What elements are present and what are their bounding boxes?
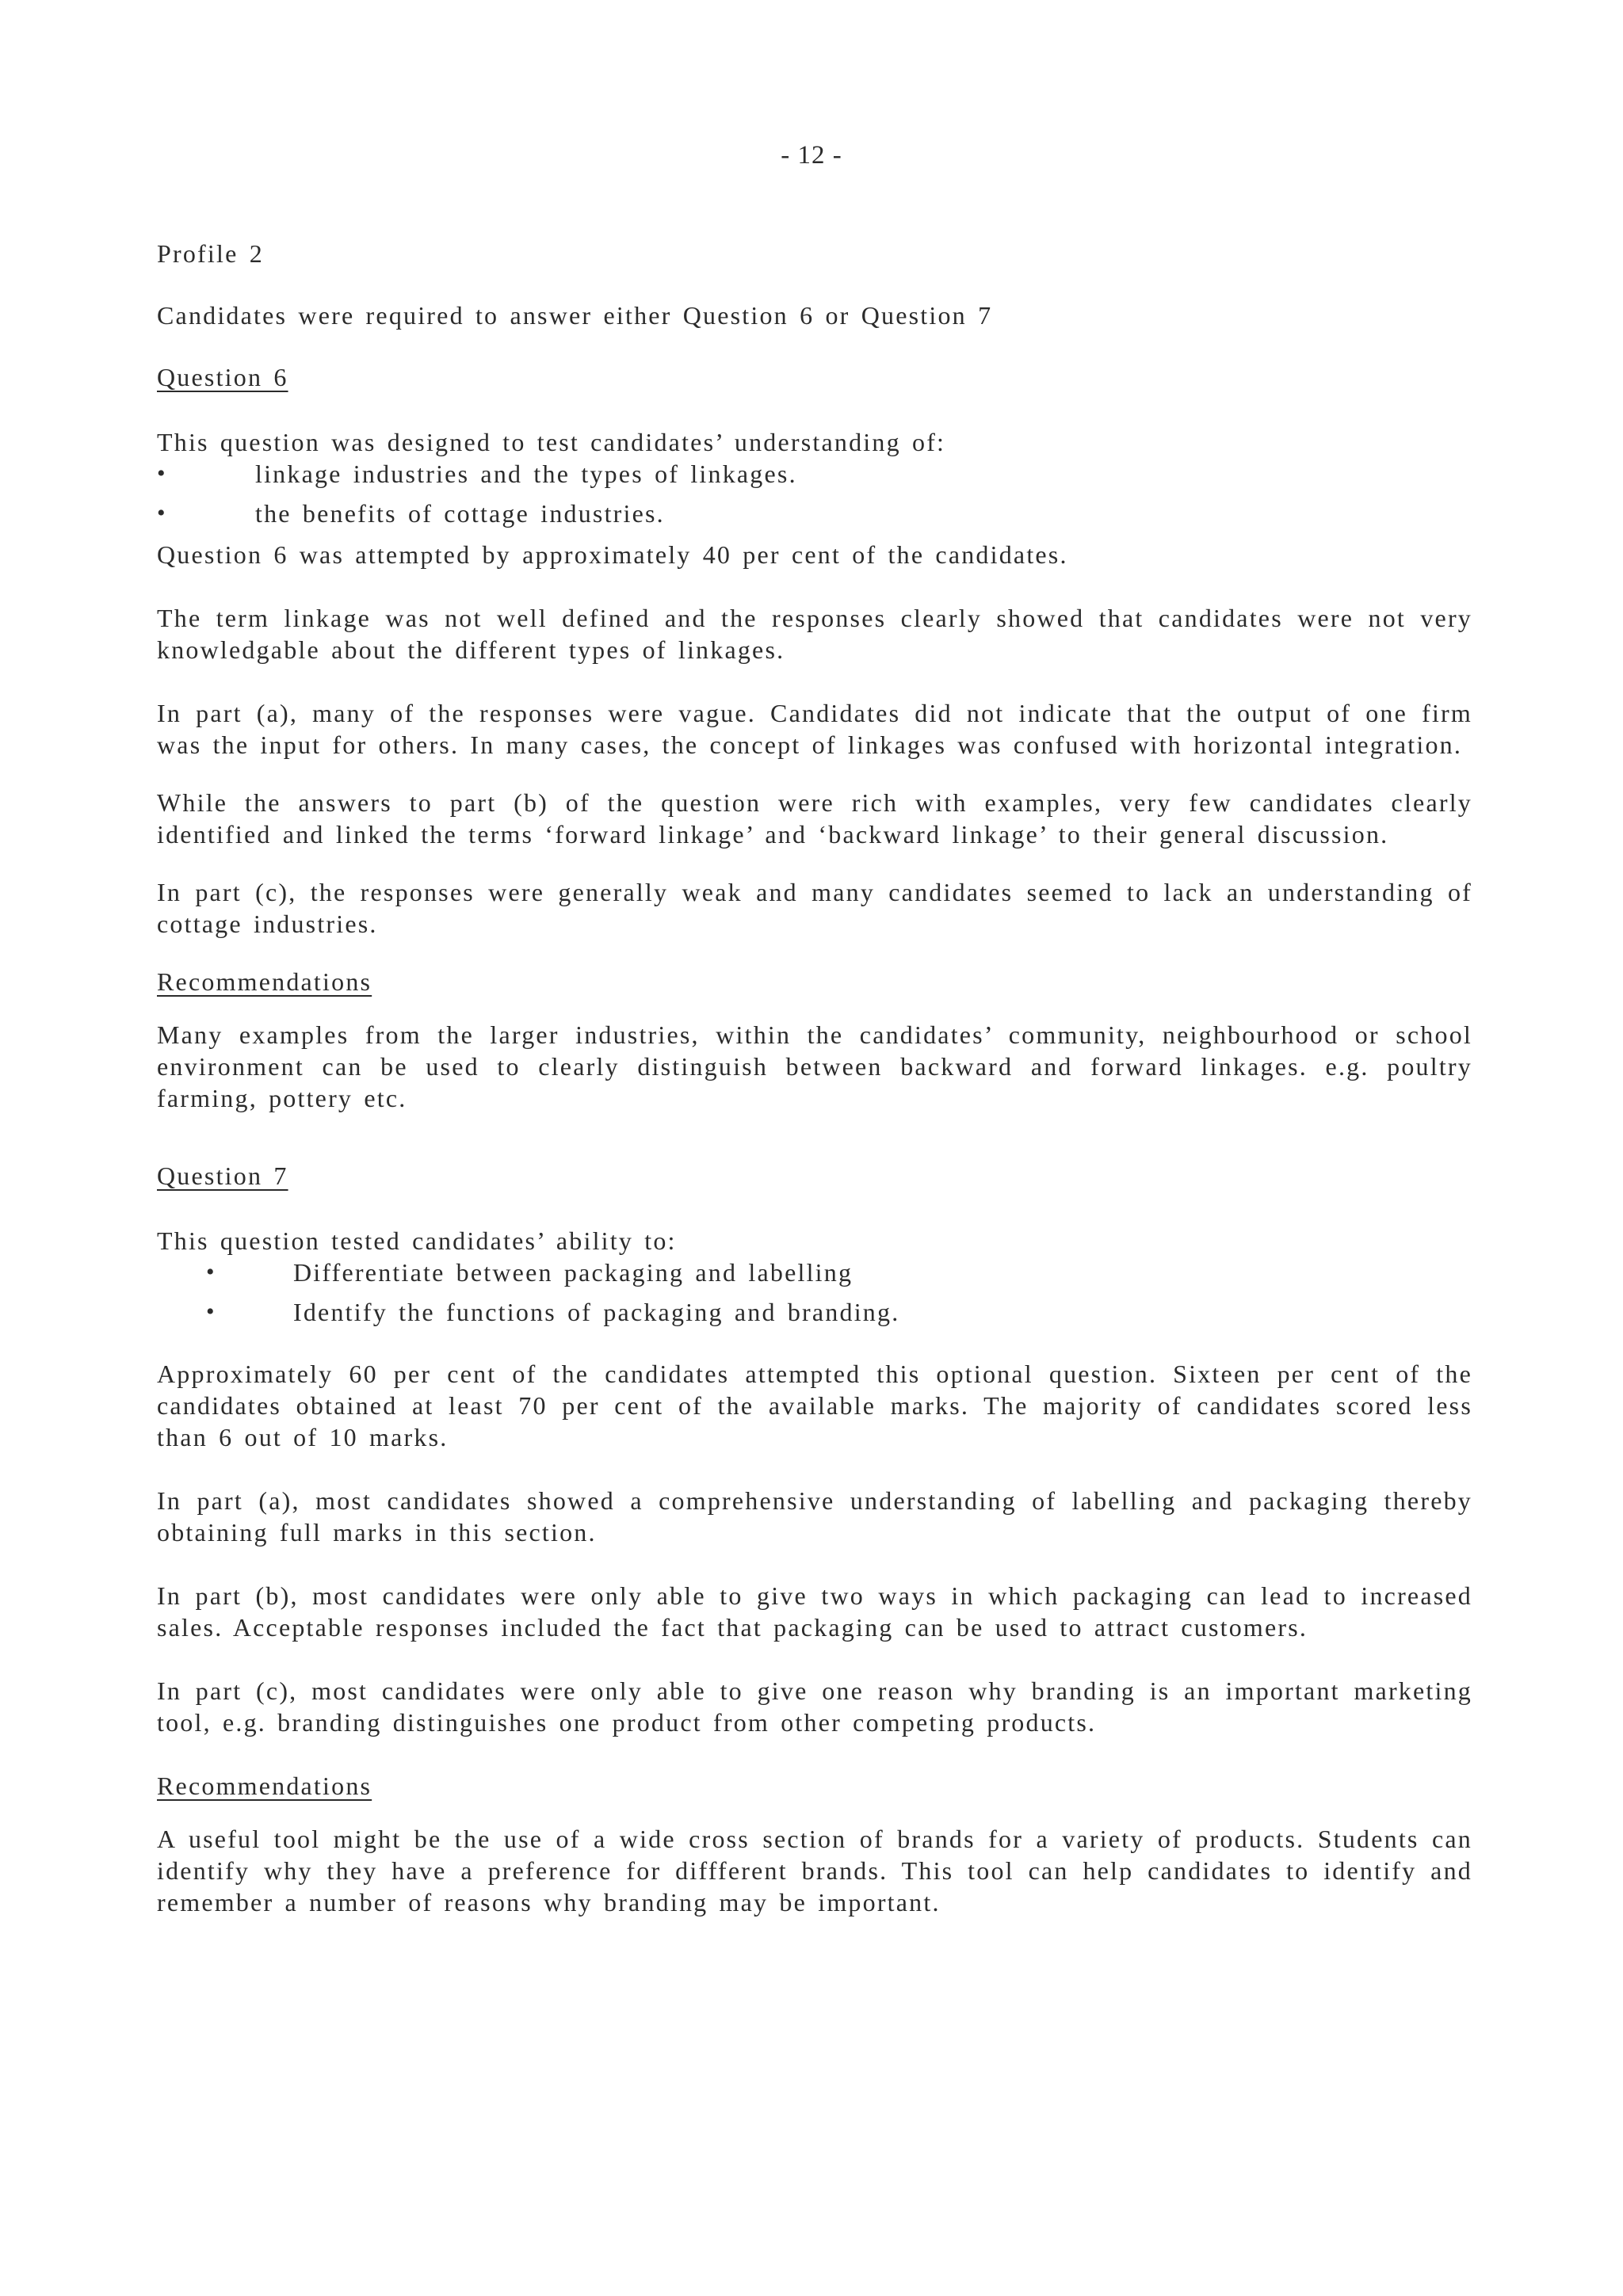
list-item (157, 498, 1472, 537)
question-7-paragraph: In part (a), most candidates showed a comprehensive understanding of labelling and packaging thereby obtaining full marks in this section. (157, 1486, 1472, 1547)
bullet-text: Identify the functions of packaging and branding. (293, 1298, 900, 1326)
question-7-recommendations-text: A useful tool might be the use of a wide cross section of brands for a variety of products. Students can identify why they have a preference for diffferent brands. This tool can help candidates to identify and remember a number of reasons why branding may be important. (157, 1825, 1472, 1917)
question-6-heading: Question 6 (157, 363, 288, 391)
question-7-lead: This question tested candidates’ ability to: (157, 1226, 677, 1255)
list-item (157, 1296, 1472, 1336)
bullet-icon: • (206, 1259, 216, 1285)
bullet-icon: • (157, 500, 167, 526)
question-7-paragraph: In part (b), most candidates were only able to give two ways in which packaging can lead to increased sales. Acceptable responses included the fact that packaging can be used to attract customers. (157, 1581, 1472, 1642)
question-7-bullet-list (157, 1257, 1472, 1336)
bullet-icon: • (206, 1299, 216, 1325)
question-7-heading: Question 7 (157, 1161, 288, 1190)
question-7-paragraph: In part (c), most candidates were only able to give one reason why branding is an important marketing tool, e.g. branding distinguishes one product from other competing products. (157, 1676, 1472, 1737)
bullet-text: Differentiate between packaging and labelling (293, 1258, 854, 1287)
list-item (157, 1257, 1472, 1296)
question-6-paragraph: In part (c), the responses were generally weak and many candidates seemed to lack an understanding of cottage industries. (157, 878, 1472, 938)
question-6-recommendations-text: Many examples from the larger industries, within the candidates’ community, neighbourhood or school environment can be used to clearly distinguish between backward and forward linkages. e.g. poultry farming, pottery etc. (157, 1020, 1472, 1112)
question-7-paragraph: Approximately 60 per cent of the candidates attempted this optional question. Sixteen per cent of the candidates obtained at least 70 per cent of the available marks. The majority of candidates scored less than 6 out of 10 marks. (157, 1360, 1472, 1451)
bullet-text: the benefits of cottage industries. (255, 499, 665, 528)
bullet-icon: • (157, 460, 167, 486)
question-6-paragraph: In part (a), many of the responses were vague. Candidates did not indicate that the output of one firm was the input for others. In many cases, the concept of linkages was confused with horizontal integration. (157, 699, 1472, 759)
question-7-recommendations-heading: Recommendations (157, 1772, 372, 1800)
question-6-recommendations-heading: Recommendations (157, 967, 372, 996)
profile-label: Profile 2 (157, 239, 264, 268)
question-6-bullet-list (157, 458, 1472, 537)
question-6-attempted: Question 6 was attempted by approximately 40 per cent of the candidates. (157, 540, 1068, 569)
page-number: - 12 - (781, 141, 842, 170)
list-item (157, 458, 1472, 498)
question-6-lead: This question was designed to test candidates’ understanding of: (157, 428, 946, 456)
bullet-text: linkage industries and the types of linkages. (255, 460, 797, 488)
question-6-paragraph: While the answers to part (b) of the question were rich with examples, very few candidates clearly identified and linked the terms ‘forward linkage’ and ‘backward linkage’ to their general discussion. (157, 788, 1472, 849)
question-6-paragraph: The term linkage was not well defined and the responses clearly showed that candidates were not very knowledgable about the different types of linkages. (157, 604, 1472, 664)
report-body (157, 238, 1472, 1918)
intro-text: Candidates were required to answer either Question 6 or Question 7 (157, 301, 993, 330)
